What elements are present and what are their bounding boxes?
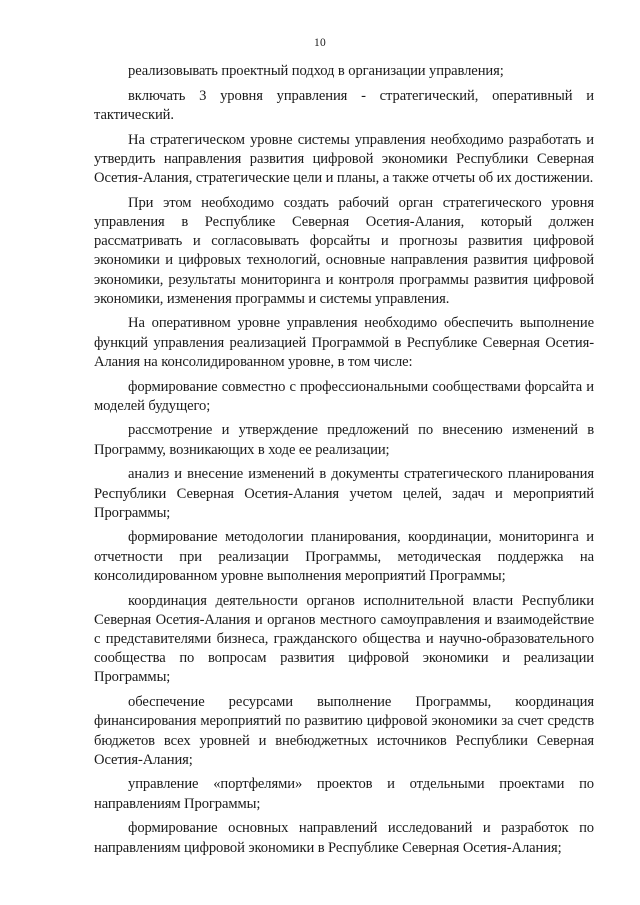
- list-item-coordination: координация деятельности органов исполнительной власти Республики Северная Осетия-Алания и органов местного самоуправления и взаимодействие с представителями бизнеса, гражданского общества и научно-образовательного сообщества по вопросам развития цифровой экономики и реализации Программы;: [94, 592, 594, 686]
- paragraph-operational-level: На оперативном уровне управления необходимо обеспечить выполнение функций управления реализацией Программой в Республике Северная Осетия-Алания на консолидированном уровне, в том числе:: [94, 315, 594, 370]
- page-number: 10: [314, 37, 326, 49]
- list-item-portfolios: управление «портфелями» проектов и отдельными проектами по направлениям Программы;: [94, 776, 594, 812]
- list-item-resources: обеспечение ресурсами выполнение Программы, координация финансирования мероприятий по развитию цифровой экономики за счет средств бюджетов всех уровней и внебюджетных источников Республики Северная Осетия-Алания;: [94, 694, 594, 768]
- paragraph-working-body: При этом необходимо создать рабочий орган стратегического уровня управления в Республике Северная Осетия-Алания, который должен рассматривать и согласовывать форсайты и прогнозы развития цифровой экономики и цифровых технологий, основные направления развития цифровой экономики, результаты мониторинга и контроля программы развития цифровой экономики, изменения программы и системы управления.: [94, 194, 594, 307]
- paragraph-strategic-level: На стратегическом уровне системы управления необходимо разработать и утвердить направления развития цифровой экономики Республики Северная Осетия-Алания, стратегические цели и планы, а также отчеты об их достижении.: [94, 131, 594, 187]
- list-item-research: формирование основных направлений исследований и разработок по направлениям цифровой экономики в Республике Северная Осетия-Алания;: [94, 820, 594, 856]
- paragraph-management-levels: включать 3 уровня управления - стратегический, оперативный и тактический.: [94, 87, 594, 123]
- list-item-methodology: формирование методологии планирования, координации, мониторинга и отчетности при реализации Программы, методическая поддержка на консолидированном уровне выполнения мероприятий Программы;: [94, 529, 594, 584]
- paragraph-project-approach: реализовывать проектный подход в организации управления;: [128, 63, 504, 79]
- document-body: [94, 62, 594, 863]
- list-item-strategic-planning: анализ и внесение изменений в документы стратегического планирования Республики Северная Осетия-Алания учетом целей, задач и мероприятий Программы;: [94, 466, 594, 521]
- list-item-foresight: формирование совместно с профессиональными сообществами форсайта и моделей будущего;: [94, 378, 594, 414]
- list-item-program-changes: рассмотрение и утверждение предложений по внесению изменений в Программу, возникающих в ходе ее реализации;: [94, 422, 594, 458]
